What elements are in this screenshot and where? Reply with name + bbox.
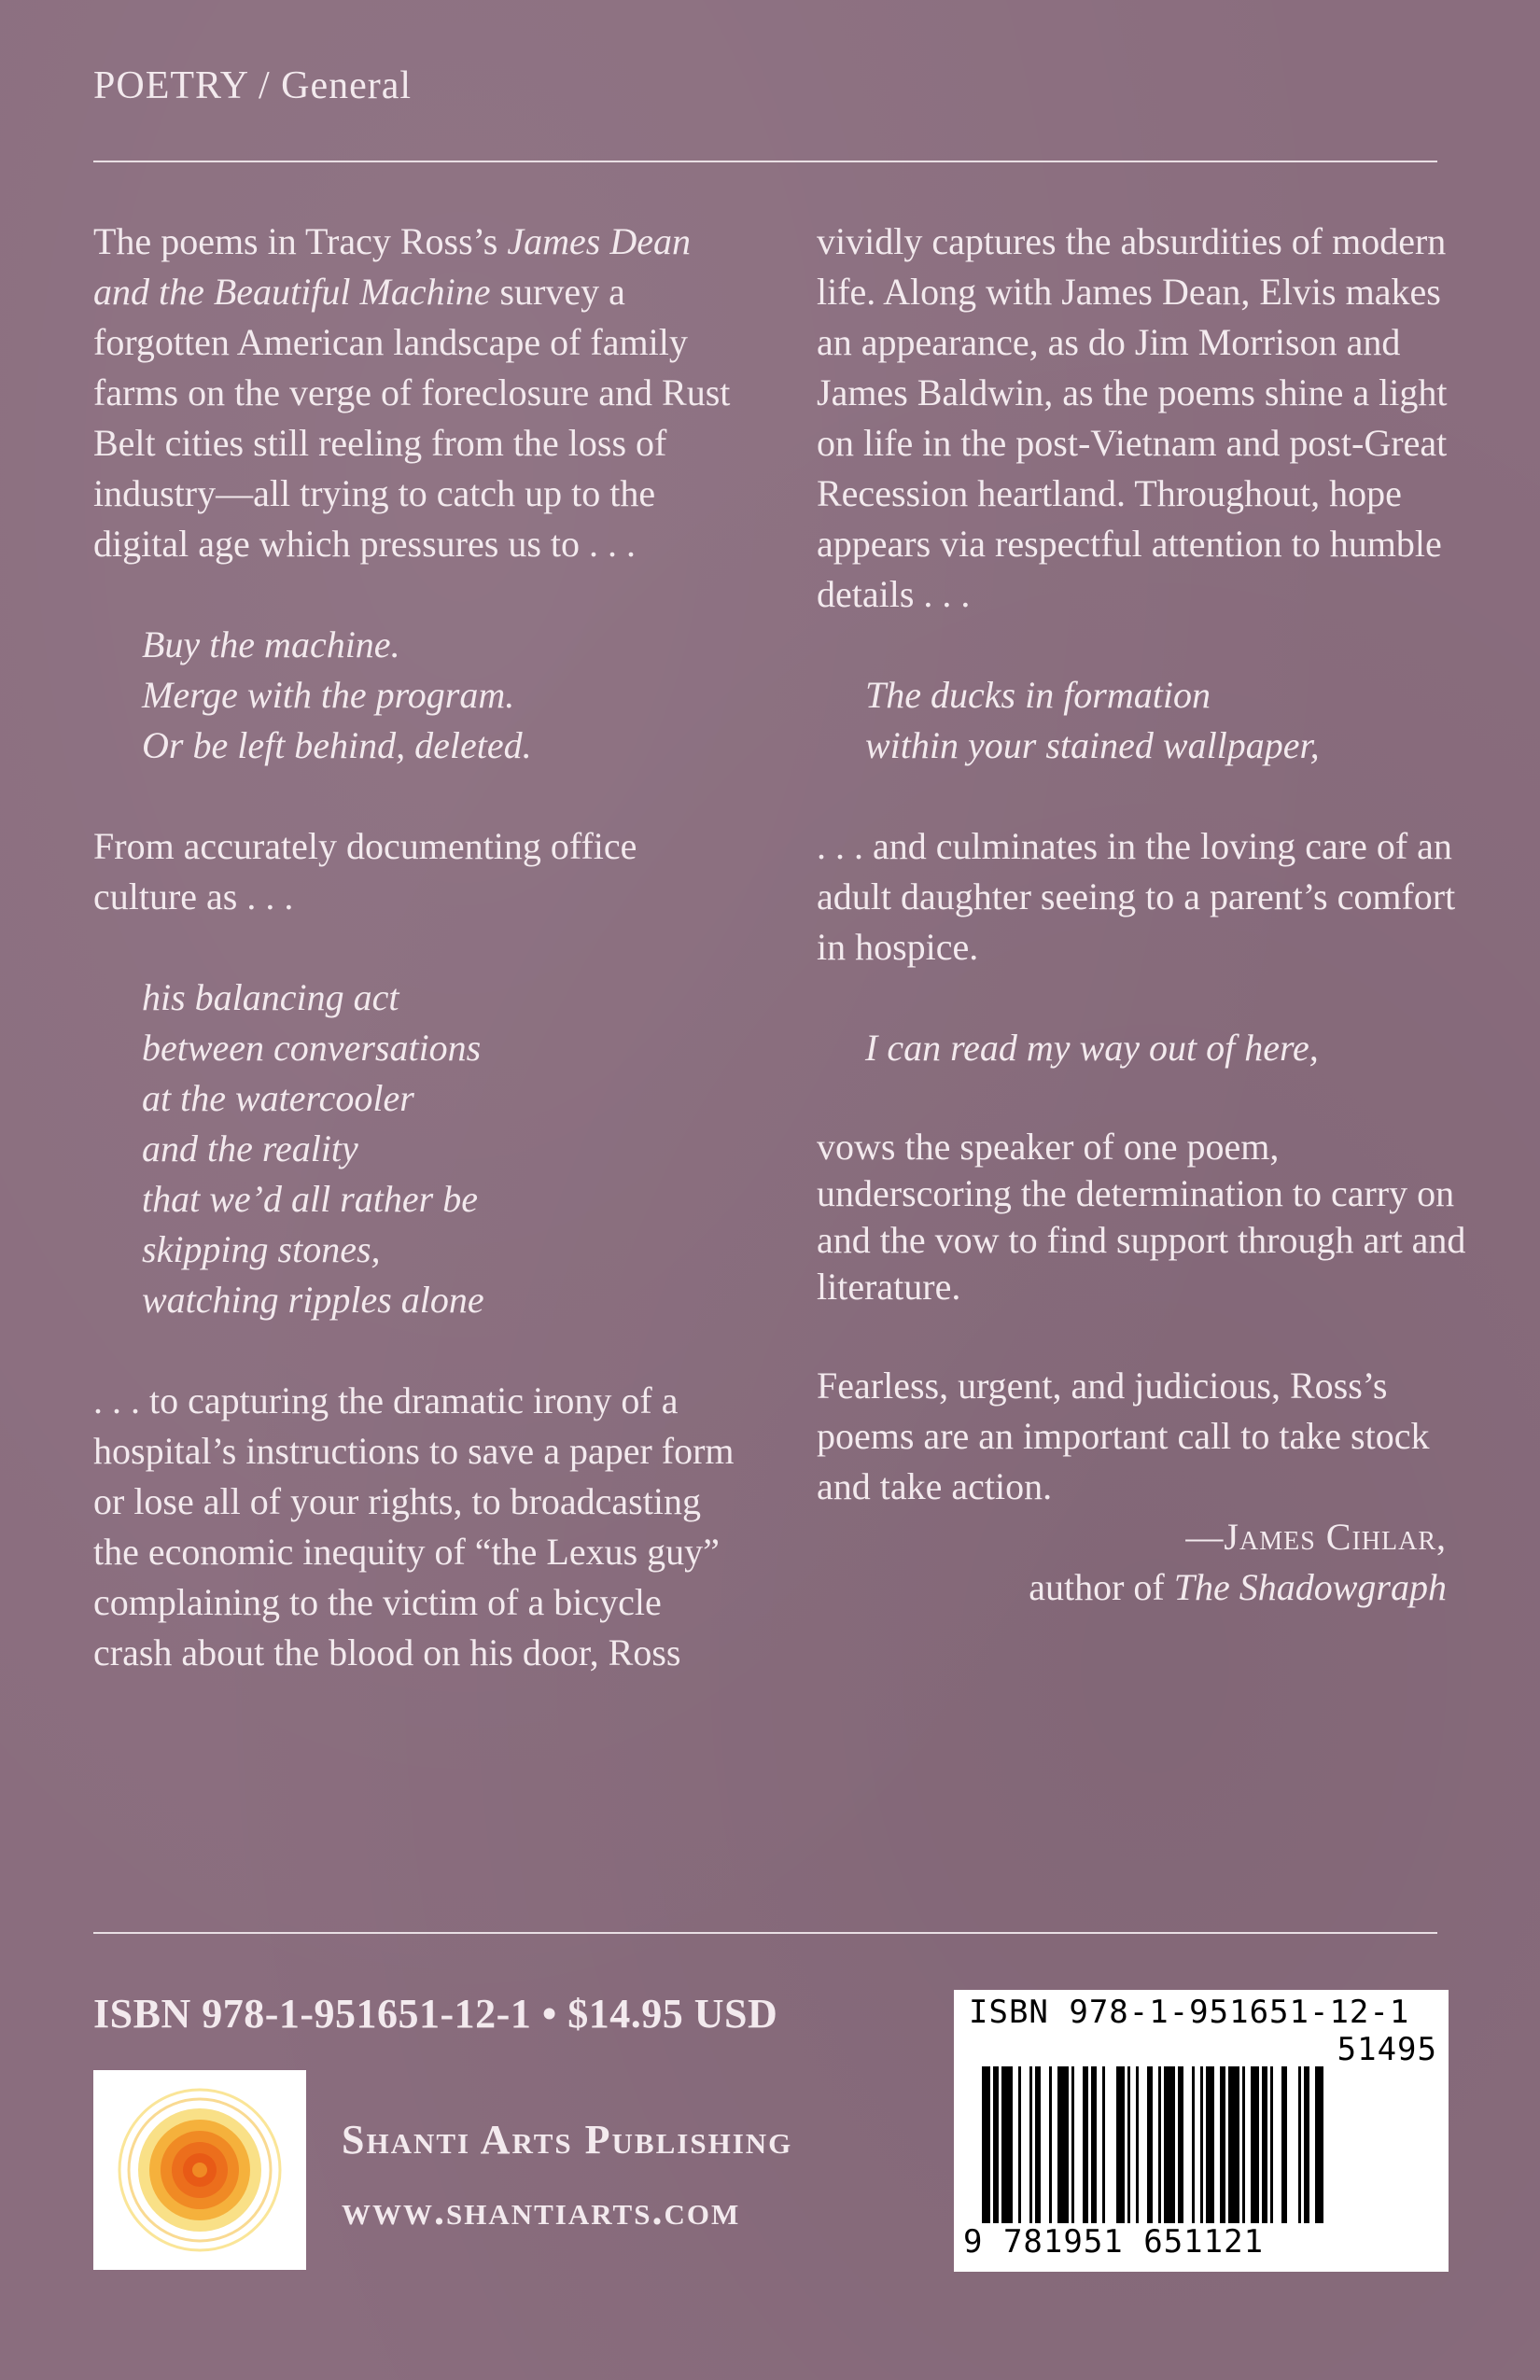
barcode-bar [1228, 2066, 1239, 2223]
barcode-bar [1158, 2066, 1161, 2223]
publisher-name: Shanti Arts Publishing [342, 2117, 793, 2163]
hospice-paragraph: . . . and culminates in the loving care of an adult daughter seeing to a parent’s comfort in hospice. [817, 825, 1456, 968]
barcode-bar [1200, 2066, 1203, 2223]
barcode-bar [1001, 2066, 1013, 2223]
barcode-bar [1029, 2066, 1032, 2223]
barcode-bar [1298, 2066, 1301, 2223]
verse-line: within your stained wallpaper, [865, 724, 1320, 766]
verse-line: between conversations [142, 1027, 482, 1069]
barcode-bar [1304, 2066, 1309, 2223]
barcode-bar [1206, 2066, 1214, 2223]
attribution-name: —James Cihlar, [1185, 1516, 1447, 1558]
publisher-logo [93, 2070, 306, 2270]
verse-watercooler [93, 973, 747, 1325]
barcode-bar [1281, 2066, 1287, 2223]
publisher-info [342, 2105, 792, 2247]
attribution [817, 1512, 1447, 1613]
barcode-bar [1262, 2066, 1267, 2223]
isbn-price-line: ISBN 978-1-951651-12-1 • $14.95 USD [93, 1991, 778, 2037]
verse-read-way-out [817, 1023, 1470, 1073]
barcode-bar [1116, 2066, 1125, 2223]
absurdities-paragraph: vividly captures the absurdities of modern life. Along with James Dean, Elvis makes an appearance, as do Jim Morrison and James Baldwin, as the poems shine a light on life in the post-Vietnam and post-Great Recession heartland. Throughout, hope appears via respectful attention to humble details . . . [817, 220, 1448, 615]
barcode-bar [1057, 2066, 1069, 2223]
verse-line: his balancing act [142, 976, 399, 1018]
verse-line: Or be left behind, deleted. [142, 724, 532, 766]
publisher-website: www.shantiarts.com [342, 2188, 741, 2233]
fearless-paragraph: Fearless, urgent, and judicious, Ross’s poems are an important call to take stock and take action. [817, 1365, 1430, 1507]
verse-line: Merge with the program. [142, 674, 515, 716]
verse-line: watching ripples alone [142, 1279, 484, 1321]
verse-line: at the watercooler [142, 1077, 414, 1119]
barcode-bar [1083, 2066, 1088, 2223]
verse-line: Buy the machine. [142, 623, 400, 665]
verse-line: skipping stones, [142, 1228, 381, 1270]
verse-line: and the reality [142, 1127, 358, 1169]
barcode-bar [982, 2066, 990, 2223]
intro-paragraph [93, 217, 747, 569]
hospital-paragraph: . . . to capturing the dramatic irony of a hospital’s instructions to save a paper form or lose all of your rights, to broadcasting the economic inequity of “the Lexus guy” complaining to the victim of a bicycle crash about the blood on his door, Ross [93, 1379, 735, 1673]
attribution-book-line [817, 1562, 1447, 1613]
barcode-bar [1315, 2066, 1323, 2223]
verse-line: The ducks in formation [865, 674, 1211, 716]
barcode-bar [1102, 2066, 1105, 2223]
barcode-bar [1192, 2066, 1195, 2223]
sun-logo-icon [93, 2070, 306, 2270]
barcode-digits: 9 781951 651121 [963, 2223, 1265, 2261]
vows-paragraph: vows the speaker of one poem, underscoring the determination to carry on and the vow to find support through art and literature. [817, 1126, 1466, 1308]
attribution-prefix: author of [1029, 1566, 1174, 1608]
verse-line: I can read my way out of here, [865, 1027, 1319, 1069]
barcode-price-code: 51495 [1337, 2031, 1437, 2068]
left-column [93, 217, 747, 1678]
intro-text-b: survey a forgotten American landscape of family farms on the verge of foreclosure and Rust Belt cities still reeling from the loss of industry—all trying to catch up to the digital age which pressures us to . . . [93, 271, 731, 565]
category-label: POETRY / General [93, 64, 413, 107]
bottom-divider [93, 1932, 1437, 1934]
verse-ducks [817, 670, 1470, 771]
barcode-bar [1071, 2066, 1074, 2223]
attribution-book-title: The Shadowgraph [1173, 1566, 1447, 1608]
barcode-bar [1147, 2066, 1153, 2223]
barcode-bar [1091, 2066, 1097, 2223]
barcode-bar [1018, 2066, 1021, 2223]
barcode-bar [1136, 2066, 1139, 2223]
barcode-isbn-text: ISBN 978-1-951651-12-1 [969, 1994, 1410, 2031]
barcode-bar [1220, 2066, 1225, 2223]
barcode-bar [993, 2066, 999, 2223]
barcode-bar [1127, 2066, 1130, 2223]
isbn-barcode [954, 1990, 1449, 2272]
barcode-bar [1164, 2066, 1175, 2223]
barcode-bar [1049, 2066, 1052, 2223]
intro-text-a: The poems in Tracy Ross’s [93, 220, 508, 262]
verse-machine [93, 620, 747, 771]
barcode-bar [1035, 2066, 1041, 2223]
right-column [817, 217, 1470, 1613]
barcode-bar [1251, 2066, 1259, 2223]
top-divider [93, 161, 1437, 162]
book-title: James Dean and the Beautiful Machine [93, 220, 691, 313]
barcode-bar [1270, 2066, 1273, 2223]
barcode-bar [1178, 2066, 1183, 2223]
verse-line: that we’d all rather be [142, 1178, 478, 1220]
barcode-bar [1242, 2066, 1245, 2223]
office-paragraph: From accurately documenting office culture as . . . [93, 825, 637, 917]
